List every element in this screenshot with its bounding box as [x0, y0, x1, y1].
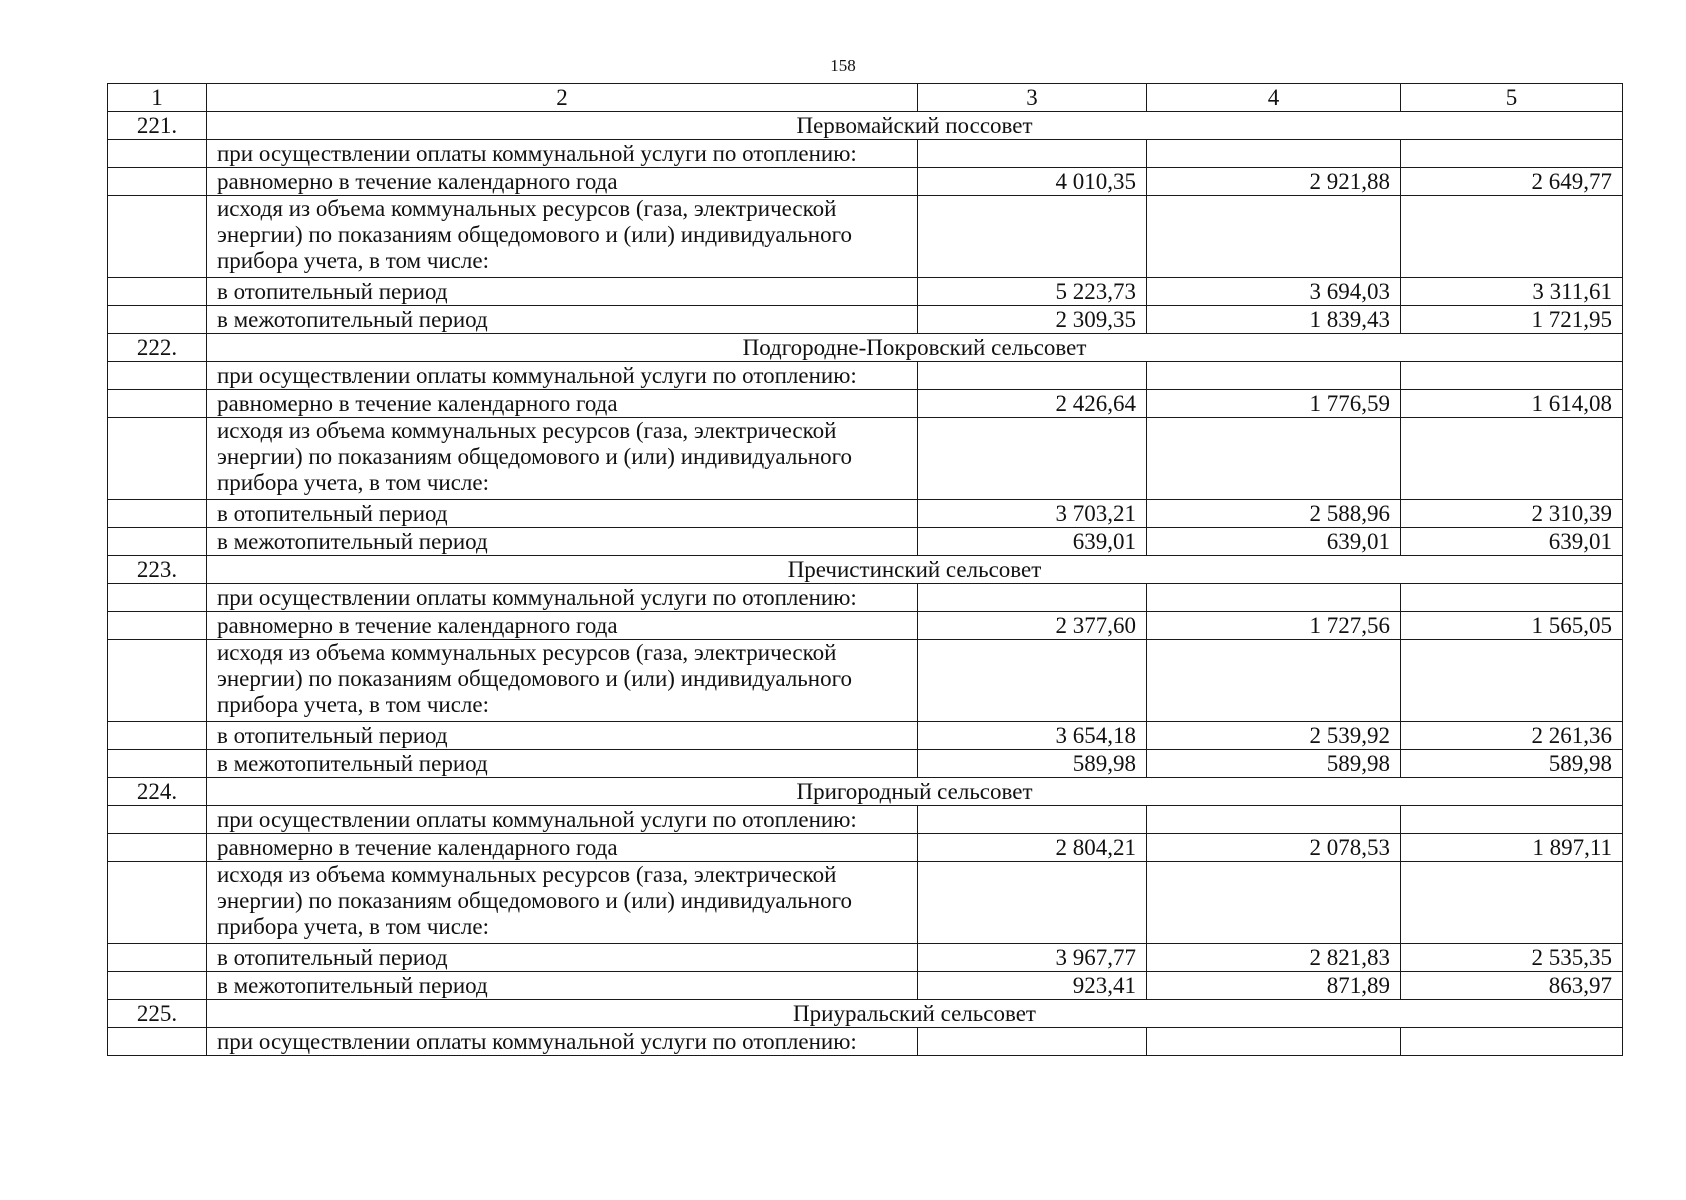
value-col-5: 589,98	[1401, 750, 1623, 778]
value-col-4: 2 078,53	[1147, 834, 1401, 862]
section-row	[108, 112, 1623, 140]
value-col-3: 2 804,21	[918, 834, 1147, 862]
table-row	[108, 278, 1623, 306]
row-label: в межотопительный период	[207, 972, 918, 1000]
header-col-2: 2	[207, 84, 918, 112]
row-index-cell	[108, 500, 207, 528]
section-title: Подгородне-Покровский сельсовет	[207, 334, 1623, 362]
value-col-4: 1 727,56	[1147, 612, 1401, 640]
table-row	[108, 806, 1623, 834]
value-col-3	[918, 140, 1147, 168]
value-col-5	[1401, 362, 1623, 390]
section-index: 224.	[108, 778, 207, 806]
value-col-3: 5 223,73	[918, 278, 1147, 306]
row-label: при осуществлении оплаты коммунальной услуги по отоплению:	[207, 140, 918, 168]
value-col-3	[918, 806, 1147, 834]
value-col-4	[1147, 584, 1401, 612]
section-title: Пречистинский сельсовет	[207, 556, 1623, 584]
row-label: в отопительный период	[207, 500, 918, 528]
table-row	[108, 750, 1623, 778]
value-col-3: 639,01	[918, 528, 1147, 556]
section-row	[108, 334, 1623, 362]
value-col-3: 3 654,18	[918, 722, 1147, 750]
tariff-table	[107, 83, 1623, 1056]
row-label: равномерно в течение календарного года	[207, 834, 918, 862]
value-col-5: 3 311,61	[1401, 278, 1623, 306]
row-index-cell	[108, 140, 207, 168]
value-col-3: 3 703,21	[918, 500, 1147, 528]
page-number: 158	[830, 56, 856, 75]
row-index-cell	[108, 278, 207, 306]
row-index-cell	[108, 750, 207, 778]
value-col-3: 3 967,77	[918, 944, 1147, 972]
section-title: Первомайский поссовет	[207, 112, 1623, 140]
value-col-5	[1401, 140, 1623, 168]
row-index-cell	[108, 196, 207, 278]
value-col-5	[1401, 862, 1623, 944]
row-label: равномерно в течение календарного года	[207, 168, 918, 196]
row-index-cell	[108, 944, 207, 972]
section-index: 225.	[108, 1000, 207, 1028]
value-col-5: 2 310,39	[1401, 500, 1623, 528]
row-label: в межотопительный период	[207, 306, 918, 334]
section-index: 222.	[108, 334, 207, 362]
value-col-3: 2 426,64	[918, 390, 1147, 418]
row-index-cell	[108, 362, 207, 390]
header-col-3: 3	[918, 84, 1147, 112]
row-index-cell	[108, 640, 207, 722]
row-index-cell	[108, 306, 207, 334]
value-col-3	[918, 362, 1147, 390]
row-label: в межотопительный период	[207, 528, 918, 556]
table-row	[108, 390, 1623, 418]
value-col-5: 1 897,11	[1401, 834, 1623, 862]
value-col-5	[1401, 196, 1623, 278]
value-col-4	[1147, 140, 1401, 168]
value-col-5: 1 614,08	[1401, 390, 1623, 418]
table-row	[108, 972, 1623, 1000]
row-index-cell	[108, 1028, 207, 1056]
row-label: исходя из объема коммунальных ресурсов (газа, электрической энергии) по показаниям общедомового и (или) индивидуального прибора учета, в том числе:	[207, 862, 918, 944]
table-row	[108, 944, 1623, 972]
value-col-5	[1401, 640, 1623, 722]
value-col-3: 589,98	[918, 750, 1147, 778]
value-col-5	[1401, 418, 1623, 500]
row-label: при осуществлении оплаты коммунальной услуги по отоплению:	[207, 584, 918, 612]
value-col-4: 2 821,83	[1147, 944, 1401, 972]
row-label: равномерно в течение календарного года	[207, 612, 918, 640]
value-col-5: 863,97	[1401, 972, 1623, 1000]
row-label: исходя из объема коммунальных ресурсов (газа, электрической энергии) по показаниям общедомового и (или) индивидуального прибора учета, в том числе:	[207, 418, 918, 500]
value-col-3: 2 377,60	[918, 612, 1147, 640]
header-col-1: 1	[108, 84, 207, 112]
section-index: 223.	[108, 556, 207, 584]
value-col-4	[1147, 862, 1401, 944]
value-col-5: 639,01	[1401, 528, 1623, 556]
value-col-4: 2 539,92	[1147, 722, 1401, 750]
row-label: исходя из объема коммунальных ресурсов (газа, электрической энергии) по показаниям общедомового и (или) индивидуального прибора учета, в том числе:	[207, 640, 918, 722]
value-col-4	[1147, 362, 1401, 390]
table-row	[108, 140, 1623, 168]
section-title: Приуральский сельсовет	[207, 1000, 1623, 1028]
value-col-3: 923,41	[918, 972, 1147, 1000]
value-col-4: 2 588,96	[1147, 500, 1401, 528]
value-col-3: 2 309,35	[918, 306, 1147, 334]
value-col-4	[1147, 418, 1401, 500]
value-col-5: 2 535,35	[1401, 944, 1623, 972]
value-col-4: 1 839,43	[1147, 306, 1401, 334]
table-row	[108, 834, 1623, 862]
row-label: в отопительный период	[207, 722, 918, 750]
row-index-cell	[108, 722, 207, 750]
row-index-cell	[108, 528, 207, 556]
value-col-5: 2 261,36	[1401, 722, 1623, 750]
table-row	[108, 196, 1623, 278]
table-row	[108, 500, 1623, 528]
table-row	[108, 1028, 1623, 1056]
value-col-3	[918, 862, 1147, 944]
value-col-3	[918, 584, 1147, 612]
table-row	[108, 722, 1623, 750]
row-label: в межотопительный период	[207, 750, 918, 778]
row-index-cell	[108, 168, 207, 196]
value-col-3: 4 010,35	[918, 168, 1147, 196]
table-row	[108, 612, 1623, 640]
row-index-cell	[108, 862, 207, 944]
value-col-3	[918, 640, 1147, 722]
table-row	[108, 862, 1623, 944]
section-index: 221.	[108, 112, 207, 140]
value-col-4	[1147, 196, 1401, 278]
value-col-4	[1147, 1028, 1401, 1056]
row-index-cell	[108, 972, 207, 1000]
row-label: при осуществлении оплаты коммунальной услуги по отоплению:	[207, 806, 918, 834]
header-col-5: 5	[1401, 84, 1623, 112]
value-col-5: 1 721,95	[1401, 306, 1623, 334]
value-col-4: 589,98	[1147, 750, 1401, 778]
row-label: при осуществлении оплаты коммунальной услуги по отоплению:	[207, 362, 918, 390]
value-col-4: 2 921,88	[1147, 168, 1401, 196]
value-col-3	[918, 1028, 1147, 1056]
value-col-4: 1 776,59	[1147, 390, 1401, 418]
row-index-cell	[108, 390, 207, 418]
section-row	[108, 556, 1623, 584]
row-label: в отопительный период	[207, 944, 918, 972]
value-col-3	[918, 196, 1147, 278]
value-col-5: 1 565,05	[1401, 612, 1623, 640]
row-index-cell	[108, 418, 207, 500]
value-col-5	[1401, 1028, 1623, 1056]
row-index-cell	[108, 806, 207, 834]
table-row	[108, 168, 1623, 196]
header-col-4: 4	[1147, 84, 1401, 112]
table-header-row	[108, 84, 1623, 112]
value-col-4	[1147, 806, 1401, 834]
row-index-cell	[108, 612, 207, 640]
row-label: в отопительный период	[207, 278, 918, 306]
section-title: Пригородный сельсовет	[207, 778, 1623, 806]
row-label: исходя из объема коммунальных ресурсов (газа, электрической энергии) по показаниям общедомового и (или) индивидуального прибора учета, в том числе:	[207, 196, 918, 278]
table-row	[108, 362, 1623, 390]
value-col-5: 2 649,77	[1401, 168, 1623, 196]
value-col-4	[1147, 640, 1401, 722]
section-row	[108, 778, 1623, 806]
table-row	[108, 528, 1623, 556]
value-col-3	[918, 418, 1147, 500]
table-row	[108, 418, 1623, 500]
section-row	[108, 1000, 1623, 1028]
row-label: при осуществлении оплаты коммунальной услуги по отоплению:	[207, 1028, 918, 1056]
row-index-cell	[108, 584, 207, 612]
row-label: равномерно в течение календарного года	[207, 390, 918, 418]
row-index-cell	[108, 834, 207, 862]
value-col-4: 871,89	[1147, 972, 1401, 1000]
value-col-4: 3 694,03	[1147, 278, 1401, 306]
table-row	[108, 584, 1623, 612]
table-row	[108, 640, 1623, 722]
table-row	[108, 306, 1623, 334]
value-col-4: 639,01	[1147, 528, 1401, 556]
value-col-5	[1401, 806, 1623, 834]
value-col-5	[1401, 584, 1623, 612]
